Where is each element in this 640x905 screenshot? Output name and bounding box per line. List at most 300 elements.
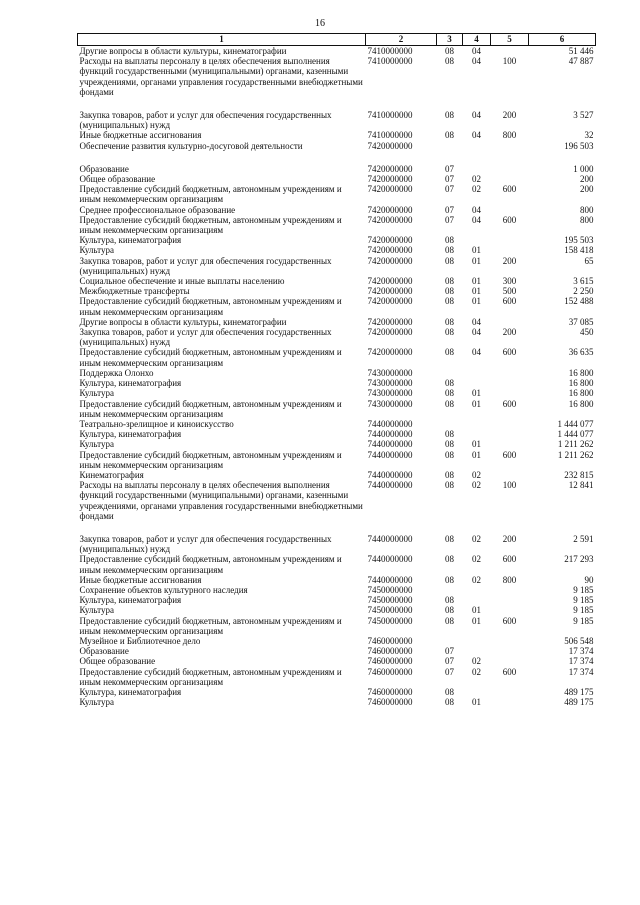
row-code: 7440000000: [367, 469, 413, 480]
row-amount: 506 548: [564, 635, 594, 646]
row-section: 08: [445, 296, 454, 307]
column-header-2: 2: [366, 34, 437, 46]
row-subsection: 01: [472, 276, 481, 287]
row-code: 7440000000: [367, 429, 413, 440]
table-row: [78, 439, 596, 449]
column-header-3: 3: [437, 34, 463, 46]
row-name: Другие вопросы в области культуры, кинематографии: [79, 316, 287, 327]
row-amount: 90: [584, 574, 594, 585]
column-header-4: 4: [463, 34, 491, 46]
row-name: Культура: [79, 697, 114, 708]
row-section: 07: [445, 204, 454, 215]
row-code: 7450000000: [367, 584, 413, 595]
table-row: [78, 646, 596, 656]
row-name: Предоставление субсидий бюджетным, автономным учреждениям и иным некоммерческим организациям: [79, 184, 342, 205]
row-name: Театрально-зрелищное и киноискусство: [79, 418, 234, 429]
table-row: [78, 164, 596, 174]
table-row: [78, 388, 596, 398]
row-name: Предоставление субсидий бюджетным, автономным учреждениям и иным некоммерческим организациям: [79, 398, 342, 419]
row-name: Межбюджетные трансферты: [79, 286, 190, 297]
table-row: [78, 656, 596, 666]
table-row: [78, 141, 596, 151]
row-name: Иные бюджетные ассигнования: [79, 130, 202, 141]
row-amount: 47 887: [568, 56, 594, 67]
row-amount: 196 503: [564, 140, 594, 151]
row-section: 07: [445, 666, 454, 677]
row-subsection: 01: [472, 605, 481, 616]
row-expense-type: [491, 697, 529, 707]
row-code: 7430000000: [367, 378, 413, 389]
row-expense-type: [491, 636, 529, 646]
row-section: 08: [445, 245, 454, 256]
row-section: [437, 151, 463, 164]
row-subsection: 02: [472, 184, 481, 195]
table-row: [78, 697, 596, 707]
table-row: [78, 554, 596, 574]
table-row: [78, 419, 596, 429]
row-subsection: 01: [472, 615, 481, 626]
row-section: [437, 368, 463, 378]
table-row: [78, 46, 596, 57]
table-row: [78, 480, 596, 521]
column-header-6: 6: [529, 34, 596, 46]
row-section: 08: [445, 605, 454, 616]
row-amount: 9 185: [573, 584, 594, 595]
row-section: 07: [445, 214, 454, 225]
row-subsection: [463, 151, 491, 164]
row-name: Закупка товаров, работ и услуг для обеспечения государственных (муниципальных) нужд: [79, 255, 332, 276]
row-expense-type: [491, 378, 529, 388]
column-header-1: 1: [78, 34, 366, 46]
row-section: 08: [445, 554, 454, 565]
row-expense-type: [491, 164, 529, 174]
row-section: 08: [445, 480, 454, 491]
row-amount: 17 374: [568, 656, 594, 667]
row-code: 7410000000: [367, 110, 413, 121]
row-code: 7460000000: [367, 686, 413, 697]
row-amount: 65: [584, 255, 594, 266]
row-subsection: 01: [472, 286, 481, 297]
row-subsection: 04: [472, 214, 481, 225]
row-section: [437, 585, 463, 595]
table-row: [78, 184, 596, 204]
row-expense-type: 500: [502, 286, 517, 297]
row-subsection: [463, 687, 491, 697]
table-row: [78, 110, 596, 130]
row-code: 7430000000: [367, 367, 413, 378]
row-subsection: [463, 97, 491, 110]
row-code: 7460000000: [367, 635, 413, 646]
row-subsection: 04: [472, 130, 481, 141]
row-name: Закупка товаров, работ и услуг для обеспечения государственных (муниципальных) нужд: [79, 110, 332, 131]
row-code: 7420000000: [367, 296, 413, 307]
row-amount: 9 185: [573, 615, 594, 626]
table-row: [78, 636, 596, 646]
row-code: 7420000000: [367, 276, 413, 287]
row-expense-type: [491, 46, 529, 57]
row-name: Предоставление субсидий бюджетным, автономным учреждениям и иным некоммерческим организациям: [79, 615, 342, 636]
row-amount: 1 444 077: [557, 418, 594, 429]
row-amount: 195 503: [564, 235, 594, 246]
table-row: [78, 585, 596, 595]
row-subsection: [463, 429, 491, 439]
row-amount: 489 175: [564, 686, 594, 697]
row-section: [437, 141, 463, 151]
row-subsection: [463, 585, 491, 595]
row-code: 7420000000: [367, 184, 413, 195]
row-subsection: [463, 646, 491, 656]
table-row: [78, 235, 596, 245]
table-row: [78, 429, 596, 439]
table-row: [78, 245, 596, 255]
row-subsection: [463, 141, 491, 151]
row-name: Образование: [79, 646, 129, 657]
row-section: 07: [445, 646, 454, 657]
row-expense-type: 100: [502, 480, 517, 491]
row-subsection: [463, 419, 491, 429]
row-expense-type: 800: [502, 574, 517, 585]
row-expense-type: [491, 97, 529, 110]
row-amount: 3 527: [573, 110, 594, 121]
row-section: [437, 419, 463, 429]
row-amount: 1 211 262: [557, 439, 594, 450]
row-expense-type: [491, 368, 529, 378]
row-subsection: 02: [472, 174, 481, 185]
row-name: [78, 521, 366, 534]
row-amount: 17 374: [568, 666, 594, 677]
row-section: 08: [445, 533, 454, 544]
row-code: 7420000000: [367, 204, 413, 215]
row-subsection: [463, 378, 491, 388]
row-subsection: 01: [472, 255, 481, 266]
row-subsection: [463, 368, 491, 378]
table-row: [78, 575, 596, 585]
table-header: [78, 34, 596, 46]
row-subsection: 02: [472, 656, 481, 667]
row-name: Иные бюджетные ассигнования: [79, 574, 202, 585]
row-expense-type: 600: [502, 554, 517, 565]
row-amount: 1 000: [573, 163, 594, 174]
row-expense-type: 200: [502, 110, 517, 121]
row-expense-type: 200: [502, 533, 517, 544]
row-name: Музейное и Библиотечное дело: [79, 635, 201, 646]
row-code: 7410000000: [367, 46, 413, 56]
row-name: Культура: [79, 605, 114, 616]
row-name: Предоставление субсидий бюджетным, автономным учреждениям и иным некоммерческим организациям: [79, 554, 342, 575]
row-subsection: 01: [472, 245, 481, 256]
row-expense-type: [491, 439, 529, 449]
row-section: 07: [445, 174, 454, 185]
row-code: 7420000000: [367, 140, 413, 151]
row-section: [437, 521, 463, 534]
table-row: [78, 667, 596, 687]
row-code: 7440000000: [367, 418, 413, 429]
row-name: Кинематография: [79, 469, 144, 480]
table-row: [78, 470, 596, 480]
row-subsection: [463, 164, 491, 174]
row-code: [366, 97, 437, 110]
row-expense-type: [491, 470, 529, 480]
row-name: Культура, кинематография: [79, 429, 182, 440]
row-name: Предоставление субсидий бюджетным, автономным учреждениям и иным некоммерческим организациям: [79, 449, 342, 470]
row-expense-type: 300: [502, 276, 517, 287]
row-amount: 158 418: [564, 245, 594, 256]
table-row: [78, 317, 596, 327]
row-code: 7430000000: [367, 388, 413, 399]
row-code: 7440000000: [367, 480, 413, 491]
row-code: 7430000000: [367, 398, 413, 409]
table-row: [78, 286, 596, 296]
row-name: [78, 97, 366, 110]
row-expense-type: [491, 174, 529, 184]
row-name: Культура, кинематография: [79, 595, 182, 606]
row-section: 08: [445, 286, 454, 297]
table-row: [78, 595, 596, 605]
row-expense-type: 600: [502, 296, 517, 307]
row-amount: 37 085: [568, 316, 594, 327]
row-section: 08: [445, 327, 454, 338]
row-code: 7420000000: [367, 255, 413, 266]
table-row: [78, 399, 596, 419]
row-code: 7450000000: [367, 615, 413, 626]
row-section: [437, 636, 463, 646]
row-amount: [529, 97, 596, 110]
row-amount: 16 800: [568, 388, 594, 399]
row-section: 08: [445, 398, 454, 409]
table-row: [78, 215, 596, 235]
row-expense-type: [491, 235, 529, 245]
row-name: Культура, кинематография: [79, 235, 182, 246]
row-code: 7460000000: [367, 697, 413, 708]
row-section: 08: [445, 615, 454, 626]
row-expense-type: [491, 317, 529, 327]
row-code: 7440000000: [367, 554, 413, 565]
row-expense-type: 600: [502, 398, 517, 409]
row-expense-type: [491, 419, 529, 429]
row-amount: [529, 521, 596, 534]
row-expense-type: [491, 646, 529, 656]
row-code: 7460000000: [367, 666, 413, 677]
row-code: 7420000000: [367, 174, 413, 185]
row-amount: 200: [580, 174, 594, 185]
row-subsection: 02: [472, 554, 481, 565]
table-row: [78, 276, 596, 286]
row-amount: 2 250: [573, 286, 594, 297]
table-row: [78, 174, 596, 184]
row-subsection: [463, 636, 491, 646]
row-expense-type: 600: [502, 615, 517, 626]
row-expense-type: 800: [502, 130, 517, 141]
row-expense-type: [491, 429, 529, 439]
row-subsection: 04: [472, 56, 481, 67]
row-code: 7450000000: [367, 595, 413, 606]
row-section: 08: [445, 449, 454, 460]
row-amount: 51 446: [568, 46, 594, 56]
row-subsection: [463, 235, 491, 245]
row-section: 08: [445, 439, 454, 450]
row-code: 7460000000: [367, 646, 413, 657]
row-code: [366, 151, 437, 164]
row-name: Поддержка Олонхо: [79, 367, 154, 378]
row-expense-type: [491, 205, 529, 215]
row-name: Культура, кинематография: [79, 686, 182, 697]
row-subsection: 02: [472, 480, 481, 491]
row-section: 07: [445, 656, 454, 667]
row-section: 08: [445, 574, 454, 585]
table-row: [78, 605, 596, 615]
table-row: [78, 327, 596, 347]
row-expense-type: 200: [502, 255, 517, 266]
row-subsection: 01: [472, 697, 481, 708]
table-row: [78, 687, 596, 697]
row-name: Закупка товаров, работ и услуг для обеспечения государственных (муниципальных) нужд: [79, 533, 332, 555]
row-name: Предоставление субсидий бюджетным, автономным учреждениям и иным некоммерческим организациям: [79, 347, 342, 368]
row-section: 08: [445, 56, 454, 67]
table-row: [78, 130, 596, 140]
table-row: [78, 450, 596, 470]
row-name: Предоставление субсидий бюджетным, автономным учреждениям и иным некоммерческим организациям: [79, 296, 342, 317]
row-amount: 200: [580, 184, 594, 195]
row-subsection: 02: [472, 533, 481, 544]
row-name: Закупка товаров, работ и услуг для обеспечения государственных (муниципальных) нужд: [79, 327, 332, 348]
row-subsection: [463, 521, 491, 534]
row-expense-type: 100: [502, 56, 517, 67]
row-amount: 9 185: [573, 605, 594, 616]
row-amount: 1 444 077: [557, 429, 594, 440]
row-code: 7440000000: [367, 533, 413, 544]
spacer-row: [78, 151, 596, 164]
row-subsection: 04: [472, 110, 481, 121]
row-amount: 1 211 262: [557, 449, 594, 460]
row-section: 08: [445, 110, 454, 121]
page-number: 16: [315, 18, 325, 29]
row-subsection: 04: [472, 46, 481, 56]
row-section: 08: [445, 429, 454, 440]
row-code: 7450000000: [367, 605, 413, 616]
row-subsection: 04: [472, 204, 481, 215]
row-section: 07: [445, 163, 454, 174]
row-amount: 232 815: [564, 469, 594, 480]
row-amount: 36 635: [568, 347, 594, 358]
row-expense-type: 200: [502, 327, 517, 338]
row-amount: 16 800: [568, 378, 594, 389]
row-amount: 17 374: [568, 646, 594, 657]
row-name: Общее образование: [79, 656, 156, 667]
row-amount: 217 293: [564, 554, 594, 565]
row-expense-type: [491, 605, 529, 615]
row-amount: [529, 151, 596, 164]
spacer-row: [78, 97, 596, 110]
row-expense-type: 600: [502, 214, 517, 225]
row-section: 08: [445, 235, 454, 246]
row-amount: 9 185: [573, 595, 594, 606]
row-subsection: 02: [472, 574, 481, 585]
row-code: 7420000000: [367, 214, 413, 225]
row-section: 08: [445, 388, 454, 399]
row-name: Другие вопросы в области культуры, кинематографии: [79, 46, 287, 56]
row-name: Общее образование: [79, 174, 156, 185]
row-section: 08: [445, 378, 454, 389]
row-name: Предоставление субсидий бюджетным, автономным учреждениям и иным некоммерческим организациям: [79, 666, 342, 687]
table-row: [78, 56, 596, 97]
row-section: 08: [445, 595, 454, 606]
row-section: 08: [445, 46, 454, 56]
row-subsection: 04: [472, 316, 481, 327]
table-row: [78, 347, 596, 367]
row-expense-type: [491, 141, 529, 151]
table-row: [78, 534, 596, 554]
row-code: 7420000000: [367, 327, 413, 338]
row-code: 7460000000: [367, 656, 413, 667]
row-amount: 16 800: [568, 398, 594, 409]
table-row: [78, 368, 596, 378]
row-section: 08: [445, 316, 454, 327]
row-amount: 3 615: [573, 276, 594, 287]
row-subsection: 01: [472, 388, 481, 399]
row-code: 7410000000: [367, 130, 413, 141]
row-subsection: 02: [472, 666, 481, 677]
row-section: [437, 97, 463, 110]
row-section: 08: [445, 697, 454, 708]
row-amount: 16 800: [568, 367, 594, 378]
row-subsection: 01: [472, 398, 481, 409]
table-row: [78, 296, 596, 316]
row-amount: 450: [580, 327, 594, 338]
row-section: 07: [445, 184, 454, 195]
row-subsection: [463, 595, 491, 605]
row-amount: 800: [580, 204, 594, 215]
row-code: 7420000000: [367, 245, 413, 256]
row-name: Культура: [79, 245, 114, 256]
row-name: Социальное обеспечение и иные выплаты населению: [79, 276, 285, 287]
row-code: 7420000000: [367, 286, 413, 297]
row-expense-type: 600: [502, 449, 517, 460]
table-row: [78, 616, 596, 636]
spacer-row: [78, 521, 596, 534]
row-code: 7440000000: [367, 439, 413, 450]
row-code: 7440000000: [367, 449, 413, 460]
row-expense-type: [491, 687, 529, 697]
row-subsection: 04: [472, 327, 481, 338]
row-subsection: 01: [472, 296, 481, 307]
row-section: 08: [445, 469, 454, 480]
row-code: 7420000000: [367, 163, 413, 174]
row-name: Обеспечение развития культурно-досуговой деятельности: [79, 140, 303, 151]
table-body: [78, 46, 596, 708]
row-code: [366, 521, 437, 534]
header-row: [78, 34, 596, 46]
row-subsection: 01: [472, 439, 481, 450]
row-name: Сохранение объектов культурного наследия: [79, 584, 248, 595]
table-row: [78, 378, 596, 388]
row-expense-type: 600: [502, 184, 517, 195]
row-name: Среднее профессиональное образование: [79, 204, 236, 215]
row-name: Культура, кинематография: [79, 378, 182, 389]
row-name: Образование: [79, 163, 129, 174]
row-expense-type: [491, 388, 529, 398]
row-subsection: 02: [472, 469, 481, 480]
row-section: 08: [445, 276, 454, 287]
row-section: 08: [445, 347, 454, 358]
row-name: Предоставление субсидий бюджетным, автономным учреждениям и иным некоммерческим организациям: [79, 214, 342, 236]
row-name: [78, 151, 366, 164]
row-section: 08: [445, 686, 454, 697]
row-expense-type: [491, 595, 529, 605]
row-expense-type: [491, 521, 529, 534]
row-code: 7420000000: [367, 316, 413, 327]
row-code: 7410000000: [367, 56, 413, 67]
row-code: 7420000000: [367, 235, 413, 246]
